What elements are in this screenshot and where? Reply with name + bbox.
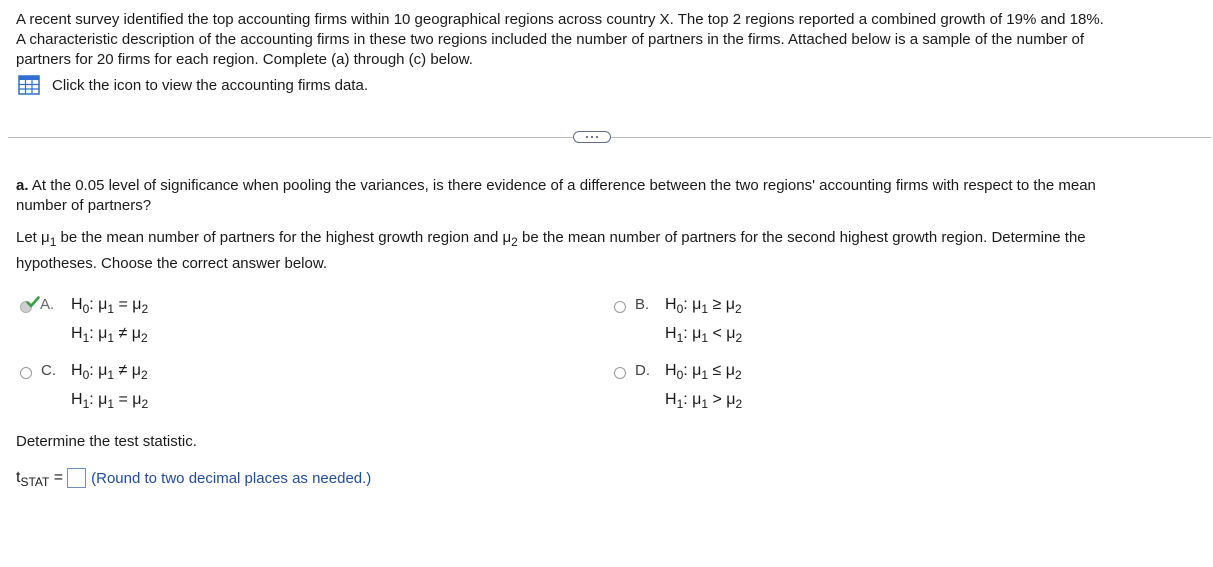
tstat-answer-input[interactable] — [67, 468, 86, 488]
question-a-line-1: At the 0.05 level of significance when pooling the variances, is there evidence of a difference between the two regions' accounting firms with respect to the mean — [28, 177, 1096, 194]
option-c-h1: $H_1$: $\mu_1 = \mu_2$ — [71, 391, 149, 411]
test-statistic-prompt: Determine the test statistic. — [16, 433, 197, 450]
question-a — [16, 176, 1201, 216]
checkmark-icon — [26, 295, 40, 309]
intro-line-2: A characteristic description of the accounting firms in these two regions included the number of partners in the firms. Attached below is a sample of the number of — [16, 31, 1085, 48]
ellipsis-icon — [586, 136, 588, 138]
option-d-h1: $H_1$: $\mu_1 > \mu_2$ — [665, 391, 743, 411]
option-d-radio[interactable] — [614, 367, 626, 379]
option-b-h1: $H_1$: $\mu_1 < \mu_2$ — [665, 325, 743, 345]
option-c[interactable] — [18, 362, 218, 412]
problem-statement — [16, 10, 1201, 70]
option-d-letter: D. — [635, 362, 650, 379]
test-statistic-row — [16, 466, 371, 490]
option-b-radio[interactable] — [614, 301, 626, 313]
option-b-letter: B. — [635, 296, 650, 313]
intro-line-3: partners for 20 firms for each region. Complete (a) through (c) below. — [16, 51, 473, 68]
option-c-h0: $H_0$: $\mu_1 \ne \mu_2$ — [71, 362, 148, 382]
view-data-link[interactable] — [18, 75, 368, 95]
intro-line-1: A recent survey identified the top accounting firms within 10 geographical regions across country X. The top 2 regions reported a combined growth of 19% and 18%. — [16, 11, 1104, 28]
hypothesis-instructions: Let $\mu_1$ be the mean number of partners for the highest growth region and $\mu_2$ be the mean number of partners for the second highest growth region. Determine the hypotheses. Choose the correct answer below. — [16, 229, 1086, 272]
option-b[interactable] — [612, 296, 812, 346]
view-data-label[interactable]: Click the icon to view the accounting firms data. — [52, 76, 368, 94]
tstat-label: $t_{STAT}$ = — [16, 469, 64, 489]
option-d-h0: $H_0$: $\mu_1 \le \mu_2$ — [665, 362, 742, 382]
question-a-line-2: number of partners? — [16, 197, 152, 214]
option-c-letter: C. — [41, 362, 56, 379]
option-a[interactable] — [18, 296, 218, 346]
question-a-letter: a. — [16, 177, 29, 194]
option-a-h1: $H_1$: $\mu_1 \ne \mu_2$ — [71, 325, 148, 345]
expand-more-button[interactable] — [573, 131, 611, 143]
option-a-h0: $H_0$: $\mu_1 = \mu_2$ — [71, 296, 149, 316]
grid-table-icon[interactable] — [18, 75, 40, 95]
option-b-h0: $H_0$: $\mu_1 \ge \mu_2$ — [665, 296, 742, 316]
option-d[interactable] — [612, 362, 812, 412]
option-c-radio[interactable] — [20, 367, 32, 379]
rounding-hint: (Round to two decimal places as needed.) — [91, 469, 372, 487]
option-a-letter: A. — [40, 296, 55, 313]
